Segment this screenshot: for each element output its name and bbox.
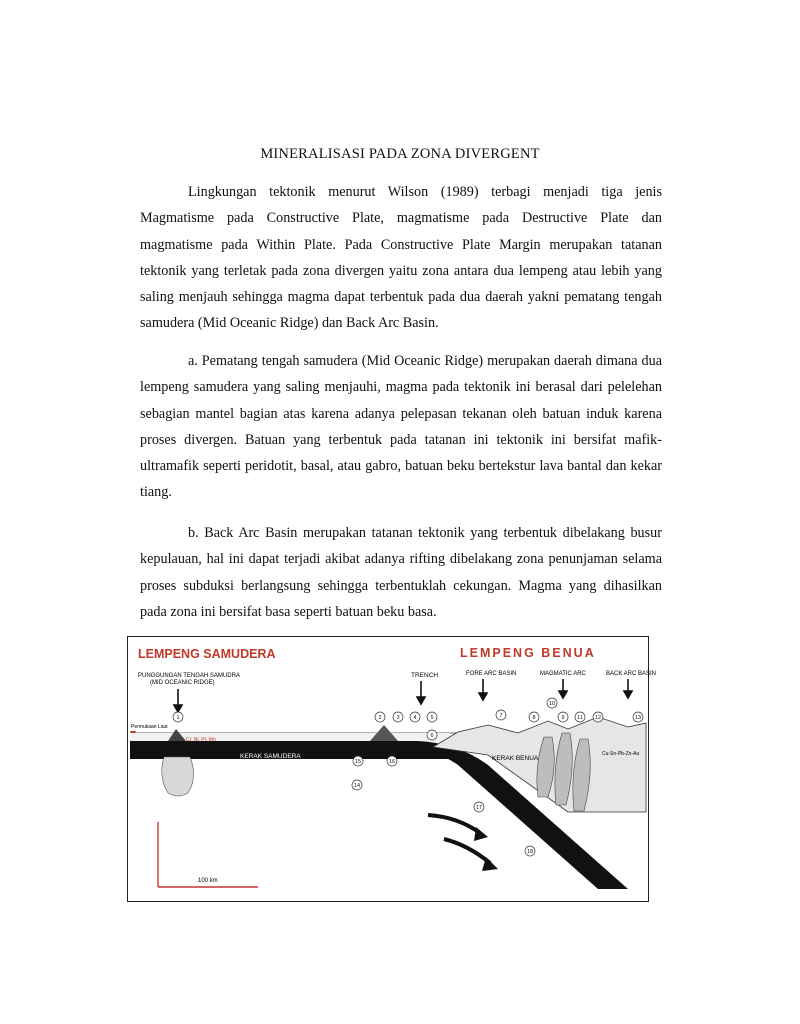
marker-2: 2	[378, 715, 382, 721]
marker-18: 18	[526, 849, 534, 855]
marker-9: 9	[561, 715, 565, 721]
heading-continental-plate: LEMPENG BENUA	[460, 646, 596, 660]
sea-level-label: Permukaan Laut	[131, 724, 168, 730]
marker-8: 8	[532, 715, 536, 721]
back-arc-metals: Cu-Sn-Pb-Zn-Au	[602, 751, 640, 757]
marker-3: 3	[396, 715, 400, 721]
marker-6: 6	[430, 733, 434, 739]
marker-14: 14	[353, 783, 361, 789]
ridge-metals: Cr, Ni, Pt, Mn	[186, 737, 216, 743]
marker-17: 17	[475, 805, 483, 811]
pointer-arrows	[174, 679, 632, 712]
paragraph-mid-oceanic-ridge: a. Pematang tengah samudera (Mid Oceanic Ridge) merupakan daerah dimana dua lempeng samudera yang saling menjauhi, magma pada tektonik ini berasal dari pelelehan sebagian mantel bagian atas karena adanya pelepasan tekanan oleh batuan induk karena proses divergen. Batuan yang terbentuk pada tatanan ini tektonik ini bersifat mafik-ultramafik seperti peridotit, basal, atau gabro, batuan beku bertekstur lava bantal dan kekar tiang.	[140, 353, 662, 501]
paragraph-intro: Lingkungan tektonik menurut Wilson (1989) terbagi menjadi tiga jenis Magmatisme pada Constructive Plate, magmatisme pada Destructive Plate dan magmatisme pada Within Plate. Pada Constructive Plate Margin merupakan tatanan tektonik yang terletak pada zona divergen yaitu zona antara dua lempeng atau lebih yang saling menjauh sehingga magma dapat terbentuk pada dua daerah yakni pematang tengah samudera (Mid Oceanic Ridge) dan Back Arc Basin.	[140, 184, 662, 332]
oceanic-crust-label: KERAK SAMUDERA	[240, 753, 301, 760]
paragraph-back-arc-basin: b. Back Arc Basin merupakan tatanan tektonik yang terbentuk dibelakang busur kepulauan, hal ini dapat terjadi akibat adanya rifting dibelakang zona penunjaman selama proses subduksi berlangsung sehingga terbentuklah cekungan. Magma yang dihasilkan pada zona ini bersifat basa seperti batuan beku basa.	[140, 525, 662, 620]
magma-plumes	[537, 733, 590, 811]
tectonic-diagram	[127, 636, 657, 902]
back-arc-label: BACK ARC BASIN	[606, 671, 657, 677]
marker-10: 10	[548, 701, 556, 707]
trench-label: TRENCH	[411, 672, 439, 679]
scale-label: 100 km	[198, 878, 218, 884]
marker-11: 11	[577, 715, 583, 721]
marker-5: 5	[430, 715, 434, 721]
continental-crust-label: KERAK BENUA	[492, 755, 539, 762]
marker-7: 7	[499, 713, 503, 719]
marker-16: 16	[388, 759, 396, 765]
fore-arc-label: FORE ARC BASIN	[466, 671, 517, 677]
ridge-label-en: (MID OCEANIC RIDGE)	[150, 680, 215, 686]
document-title: MINERALISASI PADA ZONA DIVERGENT	[260, 146, 540, 162]
magma-chamber	[162, 757, 194, 796]
ridge-label: PUNGGUNGAN TENGAH SAMUDRA	[138, 673, 240, 679]
heading-oceanic-plate: LEMPENG SAMUDERA	[138, 647, 276, 661]
marker-4: 4	[413, 715, 417, 721]
marker-13: 13	[634, 715, 642, 721]
marker-1: 1	[176, 715, 180, 721]
marker-15: 15	[354, 759, 362, 765]
marker-12: 12	[594, 715, 602, 721]
magmatic-arc-label: MAGMATIC ARC	[540, 671, 586, 677]
